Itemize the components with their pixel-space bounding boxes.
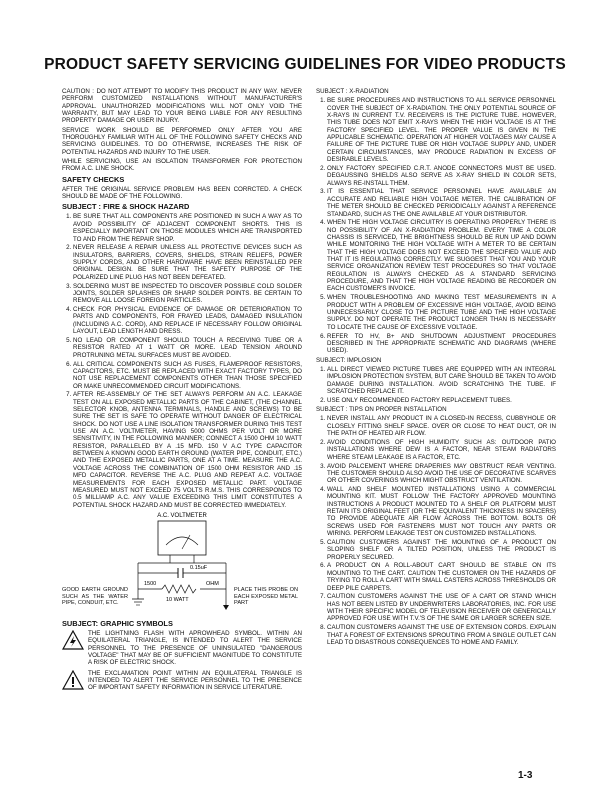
implosion-heading: SUBJECT: IMPLOSION <box>316 356 382 364</box>
list-item: 7. AFTER RE-ASSEMBLY OF THE SET ALWAYS PERFORM AN A.C. LEAKAGE TEST ON ALL EXPOSED METALLIC PARTS OF THE CABINET, (THE CHANNEL SELECTOR KNOB, ANTENNA TERMINALS, HANDLE AND SCREWS) TO BE SURE THE SET IS SAFE TO OPERATE WITHOUT DANGER OF ELECTRICAL SHOCK. DO NOT USE A LINE ISOLATION TRANSFORMER DURING THIS TEST USE AN A.C. VOLTMETER, HAVING 5000 OHMS PER VOLT OR MORE SENSITIVITY, IN THE FOLLOWING MANNER; CONNECT A 1500 OHM 10 WATT RESISTOR, PARALLELED BY A .15 MFD. 150 V A.C TYPE CAPACITOR BETWEEN A KNOWN GOOD EARTH GROUND (WATER PIPE, CONDUIT, ETC.) AND THE EXPOSED METALLIC PARTS, ONE AT A TIME. MEASURE THE A.C. VOLTAGE ACROSS THE COMBINATION OF 1500 OHM RESISTOR AND .15 MFD CAPACITOR. REVERSE THE A.C. PLUG AND REPEAT A.C. VOLTAGE MEASUREMENTS FOR EACH EXPOSED METALLIC PART. VOLTAGE MEASURED MUST NOT EXCEED 75 VOLTS R.M.S. THIS CORRESPONDS TO 0.5 MILLIAMP A.C. ANY VALUE EXCEEDING THIS LIMIT CONSTITUTES A POTENTIAL SHOCK HAZARD AND MUST BE CORRECTED IMMEDIATELY. <box>73 391 302 509</box>
fire-shock-heading: SUBJECT : FIRE & SHOCK HAZARD <box>62 202 190 212</box>
left-column <box>62 88 302 695</box>
lightning-triangle-icon <box>62 630 84 650</box>
list-item: 3. SOLDERING MUST BE INSPECTED TO DISCOVER POSSIBLE COLD SOLDER JOINTS, SOLDER SPLASHES OR SHARP SOLDER POINTS. BE CERTAIN TO REMOVE ALL LOOSE FOREIGN PARTICLES. <box>73 283 302 305</box>
transformer-paragraph: WHILE SERVICING, USE AN ISOLATION TRANSFORMER FOR PROTECTION FROM A.C. LINE SHOCK. <box>62 158 302 173</box>
installation-tips-list <box>316 415 556 646</box>
caution-paragraph: CAUTION : DO NOT ATTEMPT TO MODIFY THIS PRODUCT IN ANY WAY. NEVER PERFORM CUSTOMIZED INSTALLATIONS WITHOUT MANUFACTURER'S APPROVAL. UNAUTHORIZED MODIFICATIONS WILL NOT ONLY VOID THE WARRANTY, BUT MAY LEAD TO YOUR BEING LIABLE FOR ANY RESULTING PROPERTY DAMAGE OR USER INJURY. <box>62 88 302 125</box>
page-title: PRODUCT SAFETY SERVICING GUIDELINES FOR VIDEO PRODUCTS <box>44 56 566 73</box>
lightning-symbol-text: THE LIGHTNING FLASH WITH APROWHEAD SYMBOL. WITHIN AN EQUILATERAL TRIANGLE, IS INTENDED TO ALERT THE SERVICE PERSONNEL TO THE PRESENCE OF UNINSULATED "DANGEROUS VOLTAGE" THAT MAY BE OF SUFFICIENT MAGNITUDE TO CONSTITUTE A RISK OF ELECTRIC SHOCK. <box>88 629 302 667</box>
exclamation-triangle-icon <box>62 670 84 690</box>
graphic-symbols-heading: SUBJECT: GRAPHIC SYMBOLS <box>62 618 173 628</box>
list-item: 4. CHECK FOR PHYSICAL EVIDENCE OF DAMAGE OR DETERIORATION TO PARTS AND COMPONENTS, FOR FRAYED LEADS, DAMAGED INSULATION (INCLUDING A.C. CORD), AND REPLACE IF NECESSARY FOLLOW ORIGINAL LAYOUT, LEAD LENGTH AND DRESS. <box>73 306 302 335</box>
xray-list <box>316 97 556 354</box>
list-item: 1. BE SURE THAT ALL COMPONENTS ARE POSITIONED IN SUCH A WAY AS TO AVOID POSSIBILITY OF ADJACENT COMPONENT SHORTS. THIS IS ESPECIALLY IMPORTANT ON THOSE MODULES WHICH ARE TRANSPORTED TO AND FROM THE REPAIR SHOP. <box>73 213 302 242</box>
list-item: 1. ALL DIRECT VIEWED PICTURE TUBES ARE EQUIPPED WITH AN INTEGRAL IMPLOSION PROTECTION SYSTEM, BUT CARE SHOULD BE TAKEN TO AVOID DAMAGE DURING INSTALLATION. AVOID SCRATCHING THE TUBE. IF SCRATCHED REPLACE IT. <box>327 366 556 395</box>
lightning-symbol-block <box>62 630 302 667</box>
page-number: 1-3 <box>518 770 533 781</box>
capacitor-label: 0.15uF <box>190 564 208 571</box>
voltmeter-title: A.C. VOLTMETER <box>157 512 207 519</box>
voltmeter-diagram <box>62 511 302 615</box>
list-item: 6. REFER TO HV, B+ AND SHUTDOWN ADJUSTMENT PROCEDURES DESCRIBED IN THE APPROPRIATE SCHEMATIC AND DIAGRAMS (WHERE USED). <box>327 333 556 355</box>
list-item: 6. A PRODUCT ON A ROLL-ABOUT CART SHOULD BE STABLE ON ITS MOUNTING TO THE CART. CAUTION THE CUSTOMER ON THE HAZARDS OF TRYING TO ROLL A CART WITH SMALL CASTERS ACROSS THRESHOLDS OR DEEP PILE CARPETS. <box>327 562 556 591</box>
list-item: 6. ALL CRITICAL COMPONENTS SUCH AS FUSES, FLAMEPROOF RESISTORS, CAPACITORS, ETC. MUST BE REPLACED WITH EXACT FACTORY TYPES, DO NOT USE REPLACEMENT COMPONENTS OTHER THAN THOSE SPECIFIED OR MAKE UNRECOMMENDED CIRCUIT MODIFICATIONS. <box>73 361 302 390</box>
list-item: 3. IT IS ESSENTIAL THAT SERVICE PERSONNEL HAVE AVAILABLE AN ACCURATE AND RELIABLE HIGH VOLTAGE METER. THE CALIBRATION OF THE METER SHOULD BE CHECKED PERIODICALLY AGAINST A REFERENCE STANDARD, SUCH AS THE ONE AVAILABLE AT YOUR DISTRIBUTOR. <box>327 188 556 217</box>
implosion-list <box>316 366 556 404</box>
exclamation-symbol-text: THE EXCLAMATION POINT WITHIN AN EQUILATERAL TRIANGLE IS INTENDED TO ALERT THE SERVICE PERSONNEL TO THE PRESENCE OF IMPORTANT SAFETY INFORMATION IN SERVICE LITERATURE. <box>88 669 302 692</box>
list-item: 7. CAUTION CUSTOMERS AGAINST THE USE OF A CART OR STAND WHICH HAS NOT BEEN LISTED BY UNDERWRITERS LABORATORIES, INC. FOR USE WITH THEIR SPECIFIC MODEL OF TELEVISION RECEIVER OR GENERICALLY APPROVED FOR USE WITH T.V.'S OF THE SAME OR LARGER SCREEN SIZE. <box>327 593 556 622</box>
safety-checks-heading: SAFETY CHECKS <box>62 174 125 184</box>
list-item: 5. NO LEAD OR COMPONENT SHOULD TOUCH A RECEIVING TUBE OR A RESISTOR RATED AT 1 WATT OR MORE. LEAD TENSION AROUND PROTRUNING METAL SURFACES MUST BE AVOIDED. <box>73 337 302 359</box>
list-item: 2. AVOID CONDITIONS OF HIGH HUMIDITY SUCH AS: OUTDOOR PATIO INSTALLATIONS WHERE DEW IS A FACTOR, NEAR STEAM RADIATORS WHERE STEAM LEAKAGE IS A FACTOR, ETC. <box>327 439 556 461</box>
resistor-watt-label: 10 WATT <box>166 596 189 603</box>
list-item: 2. USE ONLY RECOMMENDED FACTORY REPLACEMENT TUBES. <box>327 397 556 404</box>
ground-caption: GOOD EARTH GROUND SUCH AS THE WATER PIPE, CONDUIT, ETC. <box>62 586 128 607</box>
list-item: 3. AVOID PALCEMENT WHERE DRAPERIES MAY OBSTRUCT REAR VENTING. THE CUSTOMER SHOULD ALSO AVOID THE USE OF DECORATIVE SCARVES OR OTHER COVERINGS WHICH MIGHT OBSTRUCT VENTILATION. <box>327 463 556 485</box>
service-paragraph: SERVICE WORK SHOULD BE PERFORMED ONLY AFTER YOU ARE THOROUGHLY FAMILIAR WITH ALL OF THE FOLLOWING SAFETY CHECKS AND SERVICING GUIDELINES. TO DO OTHERWISE, INCREASES THE RISK OF POTENTIAL HAZARDS AND INJURY TO THE USER. <box>62 126 302 156</box>
safety-checks-paragraph: AFTER THE ORIGINAL SERVICE PROBLEM HAS BEEN CORRCTED. A CHECK SHOULD BE MADE OF THE FOLLOWING. <box>62 185 302 201</box>
installation-tips-heading: SUBJECT : TIPS ON PROPER INSTALLATION <box>316 406 447 414</box>
list-item: 1. BE SURE PROCEDURES AND INSTRUCTIONS TO ALL SERVICE PERSONNEL COVER THE SUBJECT OF X-RADIATION. THE ONLY POTENTIAL SOURCE OF X-RAYS IN CURRENT T.V. RECEIVERS IS THE PICTURE TUBE. HOWEVER, THIS TUBE DOES NOT EMIT X-RAYS WHEN THE HIGH VOLTAGE IS AT THE FACTORY SPECIFIED LEVEL. THE PROPER VALUE IS GIVEN IN THE APPLICABLE SCHEMATIC. OPERATION AT HIGHER VOLTAGES MAY CAUSE A FAILURE OF THE PICTURE TUBE OR HIGH VOLTAGE SUPPLY AND, UNDER CERTAIN CIRCUMSTANCES, MAY PRODUCE RADIATION IN EXCESS OF DESIRABLE LEVELS. <box>327 97 556 163</box>
fire-shock-list <box>62 213 302 508</box>
list-item: 1. NEVER INSTALL ANY PRODUCT IN A CLOSED-IN RECESS, CUBBYHOLE OR CLOSELY FITTING SHELF SPACE. OVER OR CLOSE TO HEAT DUCT, OR IN THE PATH OF HEATED AIR FLOW. <box>327 415 556 437</box>
list-item: 5. WHEN TROUBLESHOOTING AND MAKING TEST MEASUREMENTS IN A PRODUCT WITH A PROBLEM OF EXCESSIVE HIGH VOLTAGE, AVOID BEING UNNECESSARILY CLOSE TO THE PICTURE TUBE AND THE HIGH VOLTAGE SUPPLY. DO NOT OPERATE THE PRODUCT LONGER THAN IS NECESSARY TO LOCATE THE CAUSE OF EXCESSIVE VOLTAGE. <box>327 294 556 331</box>
list-item: 4. WALL AND SHELF MOUNTED INSTALLATIONS USING A COMMERCIAL MOUNTING KIT. MUST FOLLOW THE FACTORY APPROVED MOUNTING INSTRUCTIONS A PRODUCT MOUNTED TO A SHELF OR PLATFORM MUST RETAIN ITS ORIGINAL FEET (OR THE EQUIVALENT THICKNESS IN SPACERS) TO PROVIDE ADEQUATE AIR FLOW ACROSS THE BOTTOM. BOLTS OR SCREWS USED FOR FASTENERS MUST NOT TOUCH ANY PARTS OR WIRING. PERFORM LEAKAGE TEST ON CUSTOMIZED INSTALLATIONS. <box>327 486 556 537</box>
resistor-ohm-label: OHM <box>206 580 219 587</box>
resistor <box>162 585 196 593</box>
right-column <box>316 88 556 648</box>
meter-box <box>158 521 206 555</box>
probe-arrow-icon <box>223 605 229 610</box>
list-item: 4. WHEN THE HIGH VOLTAGE CIRCUITRY IS OPERATING PROPERLY THERE IS NO POSSIBILITY OF AN X-RADIATION PROBLEM. EVERY TIME A COLOR CHASSIS IS SERVICED, THE BRIGHTNESS SHOULD BE RUN UP AND DOWN WHILE MONITORING THE HIGH VOLTAGE WITH A METER TO BE CERTAIN THAT THE HIGH VOLTAGE DOES NOT EXCEED THE SPECIFIED VALUE AND THAT IT IS REGULATING CORRECTLY. WE SUGGEST THAT YOU AND YOUR SERVICE ORGANIZATION REVIEW TEST PROCEDURES SO THAT VOLTAGE REGULATION IS ALWAYS CHECKED AS A STANDARD SERVICING PROCEDURE, AND THAT THE HIGH VOLTAGE READING BE RECORDER ON EACH CUSTOMER'S INVOICE. <box>327 219 556 292</box>
exclamation-symbol-block <box>62 670 302 692</box>
probe-caption: PLACE THIS PROBE ON EACH EXPOSED METAL PART <box>234 586 298 607</box>
xray-heading: SUBJECT : X-RADIATION <box>316 88 389 95</box>
resistor-value-label: 1500 <box>144 580 157 587</box>
list-item: 2. NEVER RELEASE A REPAIR UNLESS ALL PROTECTIVE DEVICES SUCH AS INSULATORS, BARRIERS, COVERS, SHIELDS, STRAIN RELIEFS, POWER SUPPLY CORDS, AND OTHER HARDWARE HAVE BEEN REINSTALLED PER ORIGINAL DESIGN. BE SURE THAT THE SAFETY PURPOSE OF THE POLARIZED LINE PLUG HAS NOT BEEN DEFEATED. <box>73 244 302 281</box>
list-item: 8. CAUTION CUSTOMERS AGAINST THE USE OF EXTENSION CORDS. EXPLAIN THAT A FOREST OF EXTENSIONS SPROUTING FROM A SINGLE OUTLET CAN LEAD TO DISASTROUS CONSEQUENCES TO HOME AND FAMILY. <box>327 624 556 646</box>
list-item: 5. CAUTION CUSTOMERS AGAINST THE MOUNTING OF A PRODUCT ON SLOPING SHELF OR A TILTED POSITION, UNLESS THE PRODUCT IS PROPERLY SECURED. <box>327 539 556 561</box>
list-item: 2. ONLY FACTORY SPECIFIED C.R.T. ANODE CONNECTORS MUST BE USED. DEGAUSSING SHIELDS ALSO SERVE AS X-RAY SHIELD IN COLOR SETS, ALWAYS RE-INSTALL THEM. <box>327 165 556 187</box>
